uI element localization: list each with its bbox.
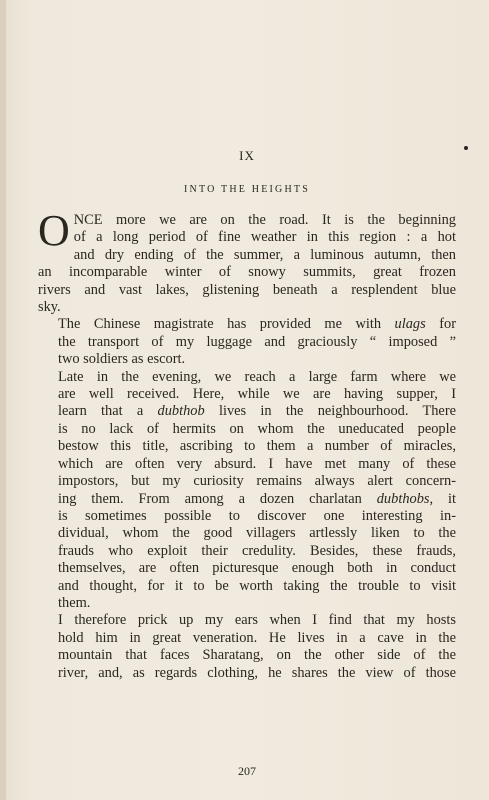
text-run: learn that a xyxy=(58,403,158,420)
text-line: river, and, as regards clothing, he shares the view of those xyxy=(58,664,456,681)
text-line: impostors, but my curiosity remains always alert concern- xyxy=(58,473,456,490)
text-line: is sometimes possible to discover one interesting in- xyxy=(58,507,456,524)
paragraph-3 xyxy=(38,369,456,613)
text-line: themselves, are often picturesque enough both in conduct xyxy=(58,560,456,577)
text-line: the transport of my luggage and graciously “ imposed ” xyxy=(58,333,456,350)
text-line: dividual, whom the good villagers artlessly liken to the xyxy=(58,525,456,542)
text-run: lives in the neighbourhood. There xyxy=(204,403,456,420)
italic-term: ulags xyxy=(394,316,426,333)
text-line: sky. xyxy=(38,299,61,316)
drop-cap: O xyxy=(38,206,70,255)
text-line: bestow this title, ascribing to them a number of miracles, xyxy=(58,438,456,455)
text-line: NCE more we are on the road. It is the beginning xyxy=(73,212,456,228)
text-line: is no lack of hermits on whom the uneducated people xyxy=(58,420,456,437)
text-line xyxy=(38,316,456,333)
text-line: and dry ending of the summer, a luminous autumn, then xyxy=(73,246,456,263)
text-run: ing them. From among a dozen charlatan xyxy=(58,490,377,507)
text-line: an incomparable winter of snowy summits, great frozen xyxy=(38,264,456,281)
text-line: rivers and vast lakes, glistening beneath a resplendent blue xyxy=(38,281,456,298)
text-run: , it xyxy=(429,490,456,507)
text-run: for xyxy=(425,316,456,333)
page-number: 207 xyxy=(238,764,256,778)
text-line: are well received. Here, while we are having supper, I xyxy=(58,386,456,403)
paragraph-1 xyxy=(38,206,456,316)
chapter-number: IX xyxy=(239,148,255,163)
text-line: them. xyxy=(58,594,91,611)
text-line: and thought, for it to be worth taking the trouble to visit xyxy=(58,577,456,594)
chapter-title: INTO THE HEIGHTS xyxy=(184,184,310,195)
text-line: hold him in great veneration. He lives in a cave in the xyxy=(58,629,456,646)
text-line xyxy=(38,403,456,420)
text-line: I therefore prick up my ears when I find that my hosts xyxy=(58,612,456,629)
text-run: The Chinese magistrate has provided me with xyxy=(58,316,395,333)
text-line: Late in the evening, we reach a large farm where we xyxy=(58,368,456,385)
ink-speck xyxy=(464,146,468,150)
text-line: two soldiers as escort. xyxy=(58,351,186,368)
page-gutter xyxy=(0,0,6,800)
text-line: frauds who exploit their credulity. Besides, these frauds, xyxy=(58,542,456,559)
text-line: of a long period of fine weather in this region : a hot xyxy=(73,229,456,246)
text-line: which are often very absurd. I have met many of these xyxy=(58,455,456,472)
paragraph-4 xyxy=(38,612,456,682)
text-line: mountain that faces Sharatang, on the other side of the xyxy=(58,647,456,664)
italic-term: dubthobs xyxy=(376,490,430,507)
chapter-body xyxy=(38,206,456,682)
paragraph-2 xyxy=(38,316,456,368)
italic-term: dubthob xyxy=(157,403,205,420)
text-line xyxy=(38,491,456,508)
